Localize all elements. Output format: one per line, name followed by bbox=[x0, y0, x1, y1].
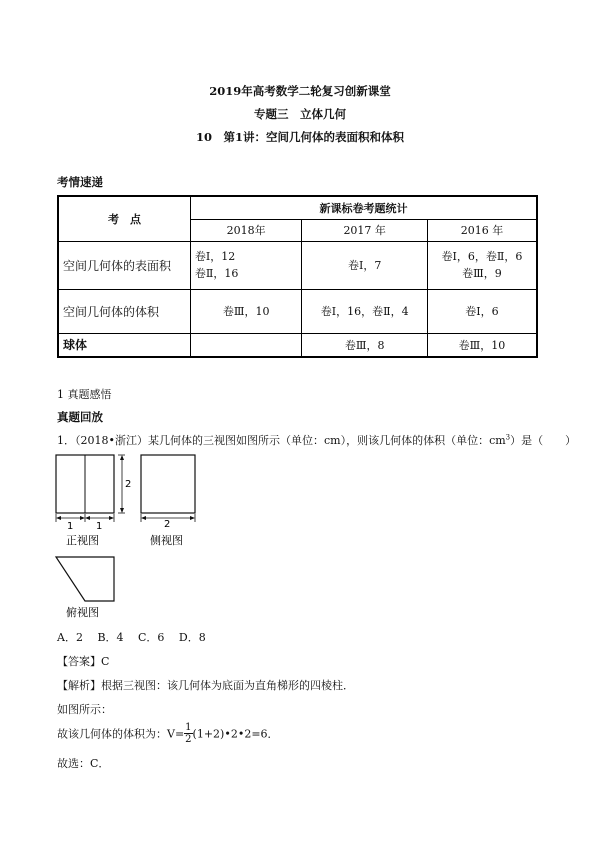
cell-line: 卷Ⅰ，12 bbox=[194, 250, 236, 263]
section-replay: 真题回放 bbox=[57, 410, 103, 424]
cell-sphere-2017: 卷Ⅲ，8 bbox=[302, 333, 427, 357]
cell-line: 卷Ⅰ，6 bbox=[465, 304, 499, 318]
side-view bbox=[141, 455, 195, 547]
stats-header: 新课标卷考题统计 bbox=[190, 196, 537, 219]
cell-line: 卷Ⅲ，10 bbox=[222, 304, 270, 318]
answer-value: C bbox=[101, 655, 110, 668]
fraction-numerator: 1 bbox=[185, 722, 192, 733]
year-2017-header: 2017 年 bbox=[302, 219, 427, 241]
top-view-label: 俯视图 bbox=[66, 606, 99, 619]
year-2018-header: 2018年 bbox=[190, 219, 302, 241]
front-view bbox=[56, 455, 131, 547]
three-view-figure bbox=[50, 450, 220, 622]
section-exam-overview: 考情速递 bbox=[57, 175, 103, 189]
dim-height-label: 2 bbox=[125, 479, 132, 490]
answer bbox=[57, 653, 109, 669]
volume-formula bbox=[57, 722, 279, 745]
side-view-label: 侧视图 bbox=[150, 534, 183, 547]
options: A．2 B．4 C．6 D．8 bbox=[57, 631, 206, 644]
doc-title: 2019年高考数学二轮复习创新课堂 bbox=[209, 84, 391, 98]
row-label-sphere: 球体 bbox=[58, 333, 190, 357]
question-1 bbox=[57, 432, 587, 448]
fraction bbox=[184, 722, 192, 745]
cell-surface-2016 bbox=[427, 241, 537, 289]
analysis bbox=[57, 677, 354, 693]
cell-line: 卷Ⅲ，9 bbox=[462, 267, 502, 280]
analysis-label: 【解析】 bbox=[57, 679, 101, 692]
dim-width-1b: 1 bbox=[96, 521, 103, 532]
cell-line: 卷Ⅰ，7 bbox=[348, 258, 382, 272]
cell-surface-2017 bbox=[302, 241, 427, 289]
volume-rest: (1+2)•2•2=6． bbox=[192, 727, 279, 741]
fraction-denominator: 2 bbox=[185, 734, 192, 745]
dim-width-1a: 1 bbox=[67, 521, 74, 532]
question-text: 1．（2018•浙江）某几何体的三视图如图所示（单位：cm），则该几何体的体积（单位：cm bbox=[57, 434, 506, 447]
row-label-volume: 空间几何体的体积 bbox=[58, 289, 190, 333]
cell-sphere-2018 bbox=[190, 333, 302, 357]
cell-line: 卷Ⅰ，6，卷Ⅱ，6 bbox=[441, 250, 523, 263]
as-shown: 如图所示： bbox=[57, 703, 112, 716]
cell-line: 卷Ⅰ，16，卷Ⅱ，4 bbox=[320, 304, 409, 318]
cell-volume-2018 bbox=[190, 289, 302, 333]
question-sup: 3 bbox=[505, 433, 511, 442]
analysis-text: 根据三视图：该几何体为底面为直角梯形的四棱柱． bbox=[101, 679, 354, 692]
year-2016-header: 2016 年 bbox=[427, 219, 537, 241]
cell-sphere-2016: 卷Ⅲ，10 bbox=[427, 333, 537, 357]
answer-label: 【答案】 bbox=[57, 655, 101, 668]
cell-volume-2016 bbox=[427, 289, 537, 333]
cell-line: 卷Ⅱ，16 bbox=[194, 267, 239, 280]
volume-prefix: 故该几何体的体积为：V= bbox=[57, 727, 185, 741]
row-label-surface: 空间几何体的表面积 bbox=[58, 241, 190, 289]
lesson-title: 10 第1讲：空间几何体的表面积和体积 bbox=[195, 130, 404, 144]
kaodian-header: 考 点 bbox=[58, 196, 190, 241]
cell-surface-2018 bbox=[190, 241, 302, 289]
cell-volume-2017 bbox=[302, 289, 427, 333]
section-real-questions: 1 真题感悟 bbox=[57, 388, 112, 401]
front-view-label: 正视图 bbox=[66, 534, 99, 547]
top-view bbox=[56, 557, 114, 619]
dim-side-width: 2 bbox=[164, 519, 171, 530]
exam-stats-table bbox=[57, 195, 538, 358]
question-text-end: ）是（ ） bbox=[510, 434, 577, 447]
conclusion: 故选：C． bbox=[57, 757, 110, 770]
doc-subtitle: 专题三 立体几何 bbox=[254, 107, 346, 121]
